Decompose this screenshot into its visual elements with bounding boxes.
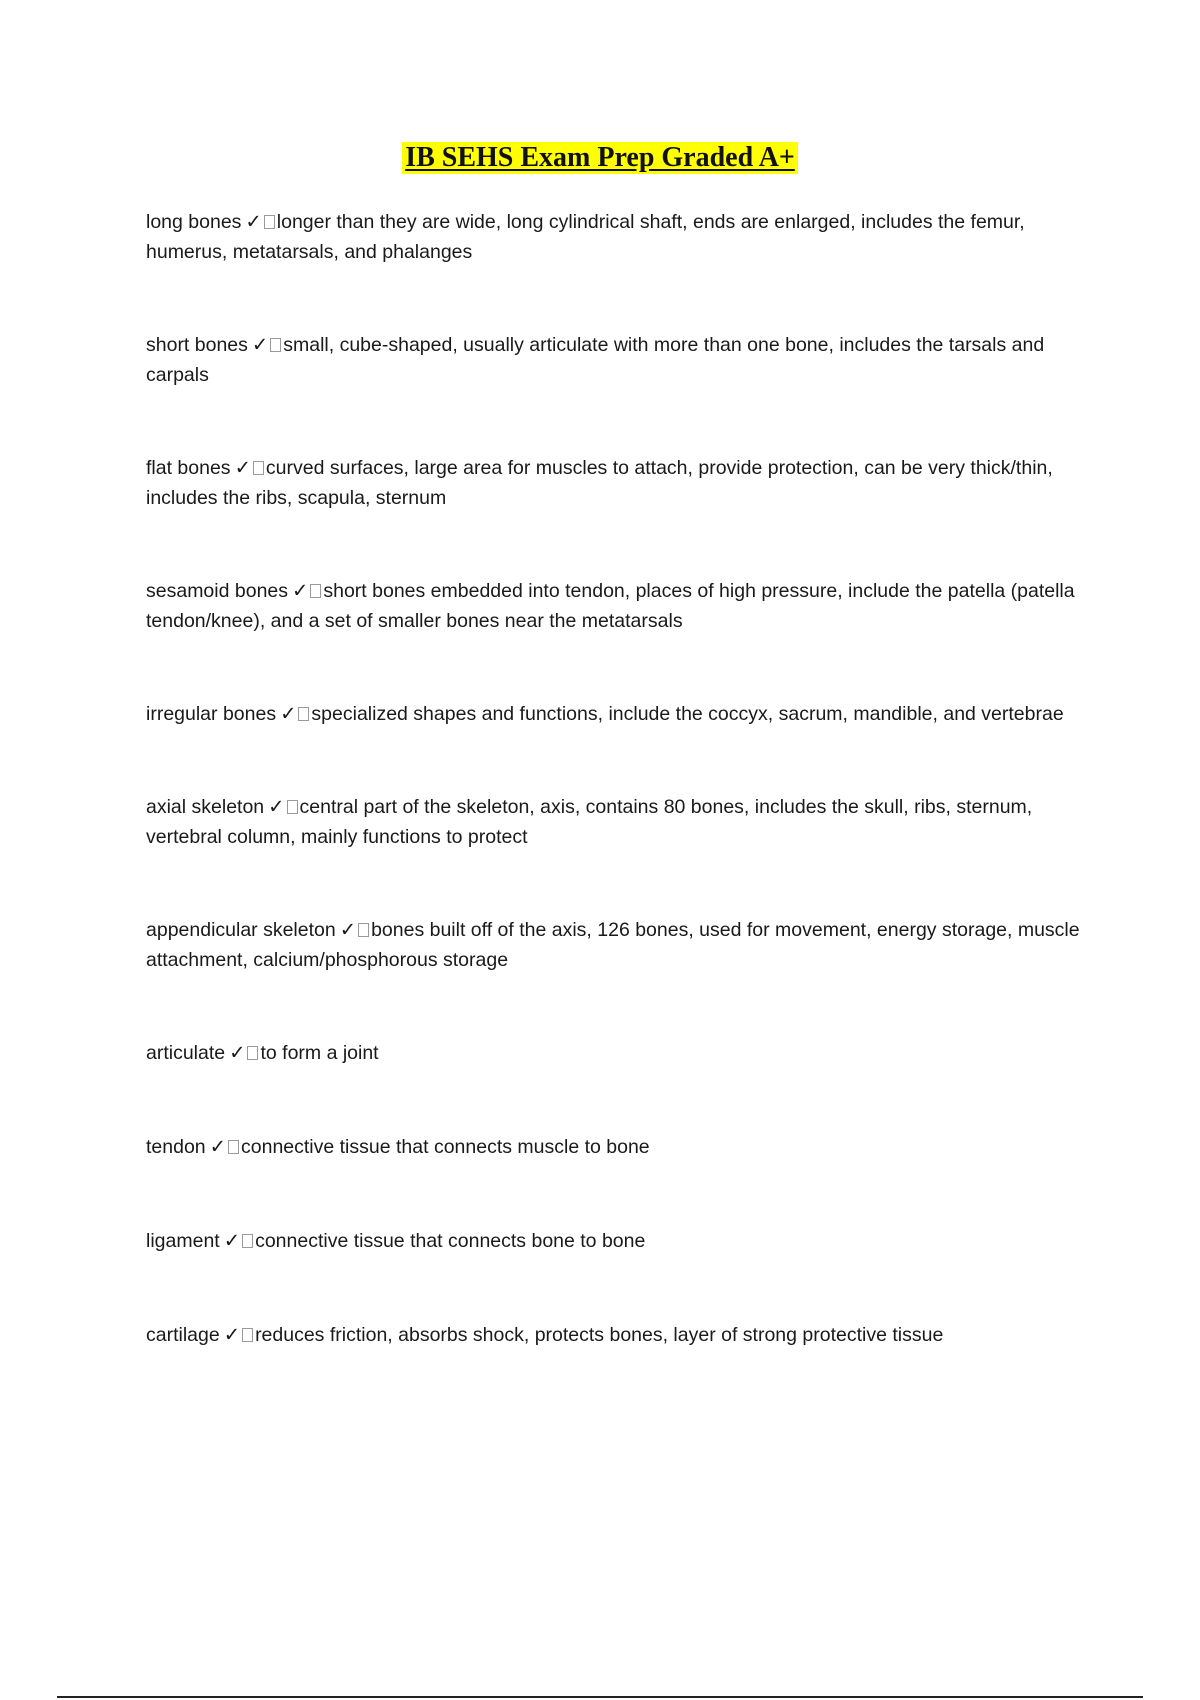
missing-glyph-box-icon	[310, 584, 321, 598]
missing-glyph-box-icon	[270, 338, 281, 352]
missing-glyph-box-icon	[264, 215, 275, 229]
list-item	[146, 792, 1096, 852]
missing-glyph-box-icon	[287, 800, 298, 814]
checkmark-icon: ✓	[223, 1323, 241, 1346]
missing-glyph-box-icon	[358, 923, 369, 937]
entry-term: axial skeleton	[146, 796, 265, 818]
entry-definition: short bones embedded into tendon, places of high pressure, include the patella (patella tendon/knee), and a set of smaller bones near the metatarsals	[146, 580, 1075, 632]
checkmark-icon: ✓	[339, 918, 357, 941]
footer-divider	[57, 1696, 1143, 1698]
checkmark-icon: ✓	[251, 333, 269, 356]
list-item	[146, 576, 1096, 636]
entry-term: short bones	[146, 334, 248, 356]
entry-definition: curved surfaces, large area for muscles to attach, provide protection, can be very thick/thin, includes the ribs, scapula, sternum	[146, 457, 1053, 509]
entry-term: ligament	[146, 1230, 220, 1252]
entry-definition: reduces friction, absorbs shock, protects bones, layer of strong protective tissue	[255, 1324, 944, 1346]
checkmark-icon: ✓	[292, 579, 309, 602]
list-item	[146, 330, 1096, 390]
checkmark-icon: ✓	[223, 1229, 241, 1252]
entry-definition: small, cube-shaped, usually articulate with more than one bone, includes the tarsals and carpals	[146, 334, 1045, 386]
checkmark-icon: ✓	[280, 702, 297, 725]
entry-term: cartilage	[146, 1324, 220, 1346]
entry-definition: connective tissue that connects muscle to bone	[241, 1136, 650, 1158]
document-title: IB SEHS Exam Prep Graded A+	[402, 142, 798, 174]
missing-glyph-box-icon	[247, 1046, 258, 1060]
entry-definition: connective tissue that connects bone to bone	[255, 1230, 646, 1252]
title-container	[0, 142, 1200, 174]
list-item	[146, 1320, 1096, 1350]
list-item	[146, 915, 1096, 975]
missing-glyph-box-icon	[298, 707, 309, 721]
list-item	[146, 207, 1096, 267]
flashcard-list	[146, 207, 1096, 1414]
entry-definition: longer than they are wide, long cylindrical shaft, ends are enlarged, includes the femur, humerus, metatarsals, and phalanges	[146, 211, 1025, 263]
missing-glyph-box-icon	[253, 461, 264, 475]
missing-glyph-box-icon	[228, 1140, 239, 1154]
list-item	[146, 453, 1096, 513]
checkmark-icon: ✓	[268, 795, 285, 818]
checkmark-icon: ✓	[229, 1041, 246, 1064]
list-item	[146, 1132, 1096, 1162]
entry-definition: bones built off of the axis, 126 bones, used for movement, energy storage, muscle attachment, calcium/phosphorous storage	[146, 919, 1080, 971]
entry-term: irregular bones	[146, 703, 277, 725]
list-item	[146, 699, 1096, 729]
entry-term: tendon	[146, 1136, 206, 1158]
entry-term: flat bones	[146, 457, 231, 479]
missing-glyph-box-icon	[242, 1328, 253, 1342]
entry-definition: specialized shapes and functions, include the coccyx, sacrum, mandible, and vertebrae	[311, 703, 1064, 725]
entry-term: appendicular skeleton	[146, 919, 336, 941]
entry-term: articulate	[146, 1042, 226, 1064]
checkmark-icon: ✓	[209, 1135, 226, 1158]
list-item	[146, 1038, 1096, 1068]
entry-definition: central part of the skeleton, axis, contains 80 bones, includes the skull, ribs, sternum, vertebral column, mainly functions to protect	[146, 796, 1033, 848]
entry-term: long bones	[146, 211, 242, 233]
entry-definition: to form a joint	[260, 1042, 379, 1064]
entry-term: sesamoid bones	[146, 580, 289, 602]
list-item	[146, 1226, 1096, 1256]
missing-glyph-box-icon	[242, 1234, 253, 1248]
checkmark-icon: ✓	[234, 456, 251, 479]
checkmark-icon: ✓	[245, 210, 262, 233]
